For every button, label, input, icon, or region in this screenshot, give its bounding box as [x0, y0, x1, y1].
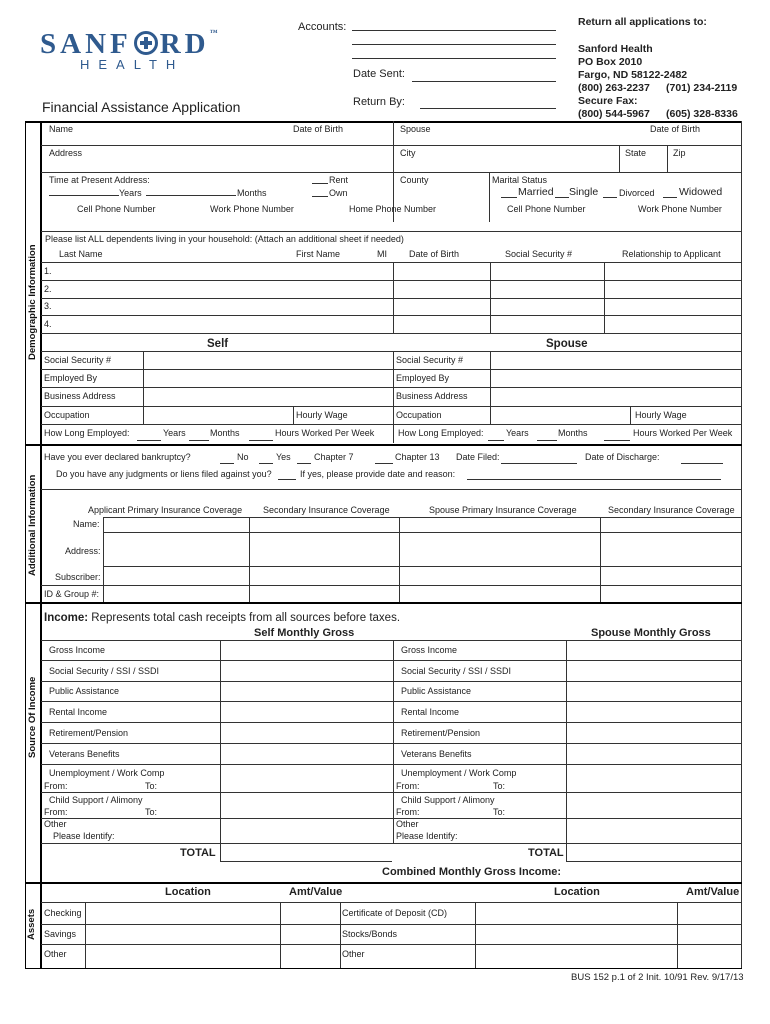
- spouse-business-address-label: Business Address: [396, 391, 468, 401]
- asset-col-divider: [340, 902, 341, 968]
- row-divider: [41, 660, 741, 661]
- married-checkbox[interactable]: [501, 197, 517, 198]
- ins-name-label: Name:: [73, 519, 100, 529]
- stocks-bonds-label: Stocks/Bonds: [342, 929, 398, 939]
- checking-label: Checking: [44, 908, 82, 918]
- form-right-border: [741, 121, 742, 969]
- dependents-note: Please list ALL dependents living in your household: (Attach an additional sheet if needed): [45, 234, 404, 244]
- assets-section-label: Assets: [26, 908, 37, 940]
- spouse-unemployment-label: Unemployment / Work Comp: [401, 768, 517, 778]
- row-divider: [41, 172, 741, 173]
- self-years-field[interactable]: [137, 440, 161, 441]
- row-divider: [41, 231, 741, 232]
- emp-col-divider: [293, 406, 294, 424]
- hours-per-week-label: Hours Worked Per Week: [275, 428, 375, 438]
- months-label: Months: [558, 428, 588, 438]
- self-occupation-label: Occupation: [44, 410, 90, 420]
- spouse-heading: Spouse: [546, 338, 588, 350]
- address-label: Address: [49, 148, 83, 158]
- spouse-employed-by-label: Employed By: [396, 373, 450, 383]
- ins-id-group-label: ID & Group #:: [44, 589, 100, 599]
- row-divider: [41, 764, 741, 765]
- to-label: To:: [145, 781, 158, 791]
- section-divider: [25, 444, 742, 446]
- income-row-label: Gross Income: [49, 645, 106, 655]
- row-divider: [41, 743, 741, 744]
- county-divider: [489, 172, 490, 222]
- other-label: Other: [44, 819, 67, 829]
- spouse-how-long-label: How Long Employed:: [398, 428, 484, 438]
- dep-row-number: 2.: [44, 284, 52, 294]
- date-of-discharge-field[interactable]: [681, 463, 723, 464]
- work-phone-label: Work Phone Number: [210, 204, 294, 214]
- own-label: Own: [329, 188, 348, 198]
- ins-header-spouse-primary: Spouse Primary Insurance Coverage: [429, 505, 577, 515]
- single-checkbox[interactable]: [555, 197, 569, 198]
- dep-row-line: [41, 333, 741, 334]
- months-label: Months: [237, 188, 267, 198]
- self-monthly-gross-heading: Self Monthly Gross: [254, 627, 355, 639]
- return-by-label: Return By:: [353, 96, 405, 108]
- return-address-line: Fargo, ND 58122-2482: [578, 69, 688, 81]
- asset-col-divider: [677, 902, 678, 968]
- time-at-address-label: Time at Present Address:: [49, 175, 150, 185]
- hours-per-week-label: Hours Worked Per Week: [633, 428, 733, 438]
- spouse-income-row-label: Social Security / SSI / SSDI: [401, 666, 512, 676]
- asset-col-divider: [85, 902, 86, 968]
- fax-label: Secure Fax:: [578, 95, 638, 107]
- accounts-line-3[interactable]: [352, 58, 556, 59]
- phone-number: (800) 263-2237: [578, 82, 650, 94]
- row-divider: [41, 145, 741, 146]
- to-label: To:: [493, 807, 506, 817]
- row-divider: [41, 924, 741, 925]
- other-label: Other: [396, 819, 419, 829]
- row-divider: [41, 792, 741, 793]
- savings-label: Savings: [44, 929, 77, 939]
- return-to-title: Return all applications to:: [578, 16, 707, 28]
- spouse-dob-label: Date of Birth: [650, 124, 701, 134]
- dep-row-line: [41, 280, 741, 281]
- row-divider: [41, 843, 741, 844]
- emp-col-divider: [490, 351, 491, 424]
- zip-divider: [667, 145, 668, 172]
- ins-col-divider: [249, 517, 250, 602]
- from-label: From:: [396, 807, 420, 817]
- dep-row-line: [41, 298, 741, 299]
- demographic-section-label: Demographic Information: [27, 244, 38, 360]
- section-divider: [25, 602, 742, 604]
- yes-label: Yes: [276, 452, 291, 462]
- cd-label: Certificate of Deposit (CD): [342, 908, 448, 918]
- dep-row-number: 3.: [44, 301, 52, 311]
- income-col-divider: [220, 640, 221, 861]
- form-bottom-border: [25, 968, 742, 969]
- row-divider: [41, 902, 741, 903]
- logo-cross-o: [134, 31, 158, 55]
- spouse-cell-phone-label: Cell Phone Number: [507, 204, 586, 214]
- fax-number: (605) 328-8336: [666, 108, 738, 120]
- spouse-years-field[interactable]: [488, 440, 504, 441]
- dep-header-ssn: Social Security #: [505, 249, 573, 259]
- months-label: Months: [210, 428, 240, 438]
- chapter7-label: Chapter 7: [314, 452, 354, 462]
- widowed-label: Widowed: [679, 186, 723, 198]
- row-divider: [41, 489, 741, 490]
- date-sent-field[interactable]: [412, 81, 556, 82]
- ins-row-line: [41, 585, 741, 586]
- bankruptcy-no-checkbox[interactable]: [220, 463, 234, 464]
- from-label: From:: [396, 781, 420, 791]
- own-checkbox[interactable]: [312, 196, 328, 197]
- self-employed-by-label: Employed By: [44, 373, 98, 383]
- row-divider: [41, 406, 741, 407]
- dep-col-divider: [393, 262, 394, 333]
- return-address-line: Sanford Health: [578, 43, 653, 55]
- income-row-label: Veterans Benefits: [49, 749, 120, 759]
- to-label: To:: [493, 781, 506, 791]
- emp-col-divider: [143, 351, 144, 424]
- rent-label: Rent: [329, 175, 349, 185]
- single-label: Single: [569, 186, 599, 198]
- chapter13-checkbox[interactable]: [375, 463, 393, 464]
- accounts-line-2[interactable]: [352, 44, 556, 45]
- from-label: From:: [44, 781, 68, 791]
- date-filed-field[interactable]: [501, 463, 577, 464]
- bankruptcy-question: Have you ever declared bankruptcy?: [44, 452, 191, 462]
- chapter13-label: Chapter 13: [395, 452, 440, 462]
- phone-number: (701) 234-2119: [666, 82, 738, 94]
- row-divider: [41, 424, 741, 425]
- dep-header-last-name: Last Name: [59, 249, 103, 259]
- row-divider: [41, 701, 741, 702]
- row-divider: [41, 640, 741, 641]
- chapter7-checkbox[interactable]: [297, 463, 311, 464]
- marital-status-label: Marital Status: [492, 175, 548, 185]
- if-yes-label: If yes, please provide date and reason:: [300, 469, 456, 479]
- dep-header-dob: Date of Birth: [409, 249, 460, 259]
- accounts-line-1[interactable]: [352, 30, 556, 31]
- city-label: City: [400, 148, 416, 158]
- return-by-field[interactable]: [420, 108, 556, 109]
- income-col-divider: [393, 640, 394, 843]
- ins-col-divider: [600, 517, 601, 602]
- spouse-income-row-label: Gross Income: [401, 645, 458, 655]
- assets-amt-heading-2: Amt/Value: [686, 886, 740, 898]
- other-asset-label-2: Other: [342, 949, 365, 959]
- date-of-discharge-label: Date of Discharge:: [585, 452, 660, 462]
- income-col-divider: [566, 640, 567, 861]
- sidebar-outer-border: [25, 121, 26, 969]
- sanford-health-logo: SANF RD™ HEALTH: [40, 28, 218, 72]
- dob-label: Date of Birth: [293, 124, 344, 134]
- row-divider: [41, 722, 741, 723]
- years-label: Years: [163, 428, 186, 438]
- state-label: State: [625, 148, 647, 158]
- date-filed-label: Date Filed:: [456, 452, 500, 462]
- cell-phone-label: Cell Phone Number: [77, 204, 156, 214]
- spouse-income-row-label: Veterans Benefits: [401, 749, 472, 759]
- row-divider: [41, 818, 741, 819]
- self-total-box-bottom[interactable]: [220, 861, 392, 862]
- ins-address-label: Address:: [65, 546, 101, 556]
- combined-income-label: Combined Monthly Gross Income:: [382, 866, 562, 878]
- dep-header-relationship: Relationship to Applicant: [622, 249, 721, 259]
- form-left-border: [40, 121, 42, 969]
- spouse-total-box-bottom[interactable]: [566, 861, 741, 862]
- ins-col-divider: [399, 517, 400, 602]
- section-divider: [25, 882, 742, 884]
- spouse-ssn-label: Social Security #: [396, 355, 464, 365]
- dep-header-mi: MI: [377, 249, 387, 259]
- divorced-checkbox[interactable]: [603, 197, 617, 198]
- home-phone-label: Home Phone Number: [349, 204, 437, 214]
- unemployment-label: Unemployment / Work Comp: [49, 768, 165, 778]
- row-divider: [41, 681, 741, 682]
- judgments-reason-field[interactable]: [467, 479, 721, 480]
- married-label: Married: [518, 186, 554, 198]
- spouse-income-row-label: Rental Income: [401, 707, 460, 717]
- emp-col-divider: [393, 351, 394, 443]
- ins-row-line: [103, 566, 741, 567]
- asset-col-divider: [475, 902, 476, 968]
- spouse-total-label: TOTAL: [528, 847, 564, 859]
- self-ssn-label: Social Security #: [44, 355, 112, 365]
- please-identify-label: Please Identify:: [53, 831, 115, 841]
- spouse-child-support-label: Child Support / Alimony: [401, 795, 495, 805]
- dep-row-line: [41, 315, 741, 316]
- please-identify-label: Please Identify:: [396, 831, 458, 841]
- date-sent-label: Date Sent:: [353, 68, 405, 80]
- form-top-border: [25, 121, 742, 123]
- assets-location-heading-2: Location: [554, 886, 600, 898]
- from-label: From:: [44, 807, 68, 817]
- self-how-long-label: How Long Employed:: [44, 428, 130, 438]
- name-label: Name: [49, 124, 74, 134]
- judgments-field[interactable]: [278, 479, 296, 480]
- emp-col-divider: [630, 406, 631, 424]
- dep-col-divider: [604, 262, 605, 333]
- ins-col-divider: [103, 517, 104, 602]
- footer-form-code: BUS 152 p.1 of 2 Init. 10/91 Rev. 9/17/13: [571, 972, 744, 983]
- income-row-label: Retirement/Pension: [49, 728, 129, 738]
- form-title: Financial Assistance Application: [42, 99, 241, 115]
- state-divider: [619, 145, 620, 172]
- income-row-label: Social Security / SSI / SSDI: [49, 666, 160, 676]
- ins-subscriber-label: Subscriber:: [55, 572, 101, 582]
- dep-col-divider: [490, 262, 491, 333]
- spouse-income-row-label: Retirement/Pension: [401, 728, 481, 738]
- spouse-work-phone-label: Work Phone Number: [638, 204, 722, 214]
- no-label: No: [237, 452, 249, 462]
- other-asset-label: Other: [44, 949, 67, 959]
- county-label: County: [400, 175, 429, 185]
- dep-header-first-name: First Name: [296, 249, 341, 259]
- self-heading: Self: [207, 338, 229, 350]
- accounts-label: Accounts:: [298, 21, 347, 33]
- self-hours-field[interactable]: [249, 440, 273, 441]
- spouse-income-row-label: Public Assistance: [401, 686, 472, 696]
- ins-row-line: [103, 517, 741, 518]
- asset-col-divider: [280, 902, 281, 968]
- bankruptcy-yes-checkbox[interactable]: [259, 463, 273, 464]
- income-title: Income: Represents total cash receipts from all sources before taxes.: [44, 612, 401, 624]
- self-business-address-label: Business Address: [44, 391, 116, 401]
- to-label: To:: [145, 807, 158, 817]
- spouse-label: Spouse: [400, 124, 431, 134]
- years-label: Years: [119, 188, 142, 198]
- judgments-question: Do you have any judgments or liens filed against you?: [56, 469, 272, 479]
- years-field[interactable]: [49, 195, 119, 196]
- spouse-hourly-wage-label: Hourly Wage: [635, 410, 687, 420]
- rent-checkbox[interactable]: [312, 183, 328, 184]
- dep-row-number: 4.: [44, 319, 52, 329]
- ins-header-spouse-secondary: Secondary Insurance Coverage: [608, 505, 735, 515]
- assets-amt-heading: Amt/Value: [289, 886, 343, 898]
- years-label: Years: [506, 428, 529, 438]
- ins-header-applicant-secondary: Secondary Insurance Coverage: [263, 505, 390, 515]
- row-divider: [41, 387, 741, 388]
- months-field[interactable]: [146, 195, 236, 196]
- self-hourly-wage-label: Hourly Wage: [296, 410, 348, 420]
- spouse-monthly-gross-heading: Spouse Monthly Gross: [591, 627, 711, 639]
- spouse-months-field[interactable]: [537, 440, 557, 441]
- row-divider: [41, 351, 741, 352]
- income-row-label: Public Assistance: [49, 686, 120, 696]
- spouse-hours-field[interactable]: [604, 440, 630, 441]
- self-months-field[interactable]: [189, 440, 209, 441]
- ins-header-applicant-primary: Applicant Primary Insurance Coverage: [88, 505, 243, 515]
- income-row-label: Rental Income: [49, 707, 108, 717]
- fax-number: (800) 544-5967: [578, 108, 650, 120]
- spouse-occupation-label: Occupation: [396, 410, 442, 420]
- child-support-label: Child Support / Alimony: [49, 795, 143, 805]
- additional-section-label: Additional Information: [27, 474, 38, 576]
- dep-row-number: 1.: [44, 266, 52, 276]
- row-divider: [41, 369, 741, 370]
- row-divider: [41, 944, 741, 945]
- divorced-label: Divorced: [619, 188, 655, 198]
- return-address-line: PO Box 2010: [578, 56, 643, 68]
- income-section-label: Source Of Income: [27, 676, 38, 758]
- zip-label: Zip: [673, 148, 686, 158]
- self-total-label: TOTAL: [180, 847, 216, 859]
- dep-row-line: [41, 262, 741, 263]
- ins-row-line: [103, 532, 741, 533]
- widowed-checkbox[interactable]: [663, 197, 677, 198]
- assets-location-heading: Location: [165, 886, 211, 898]
